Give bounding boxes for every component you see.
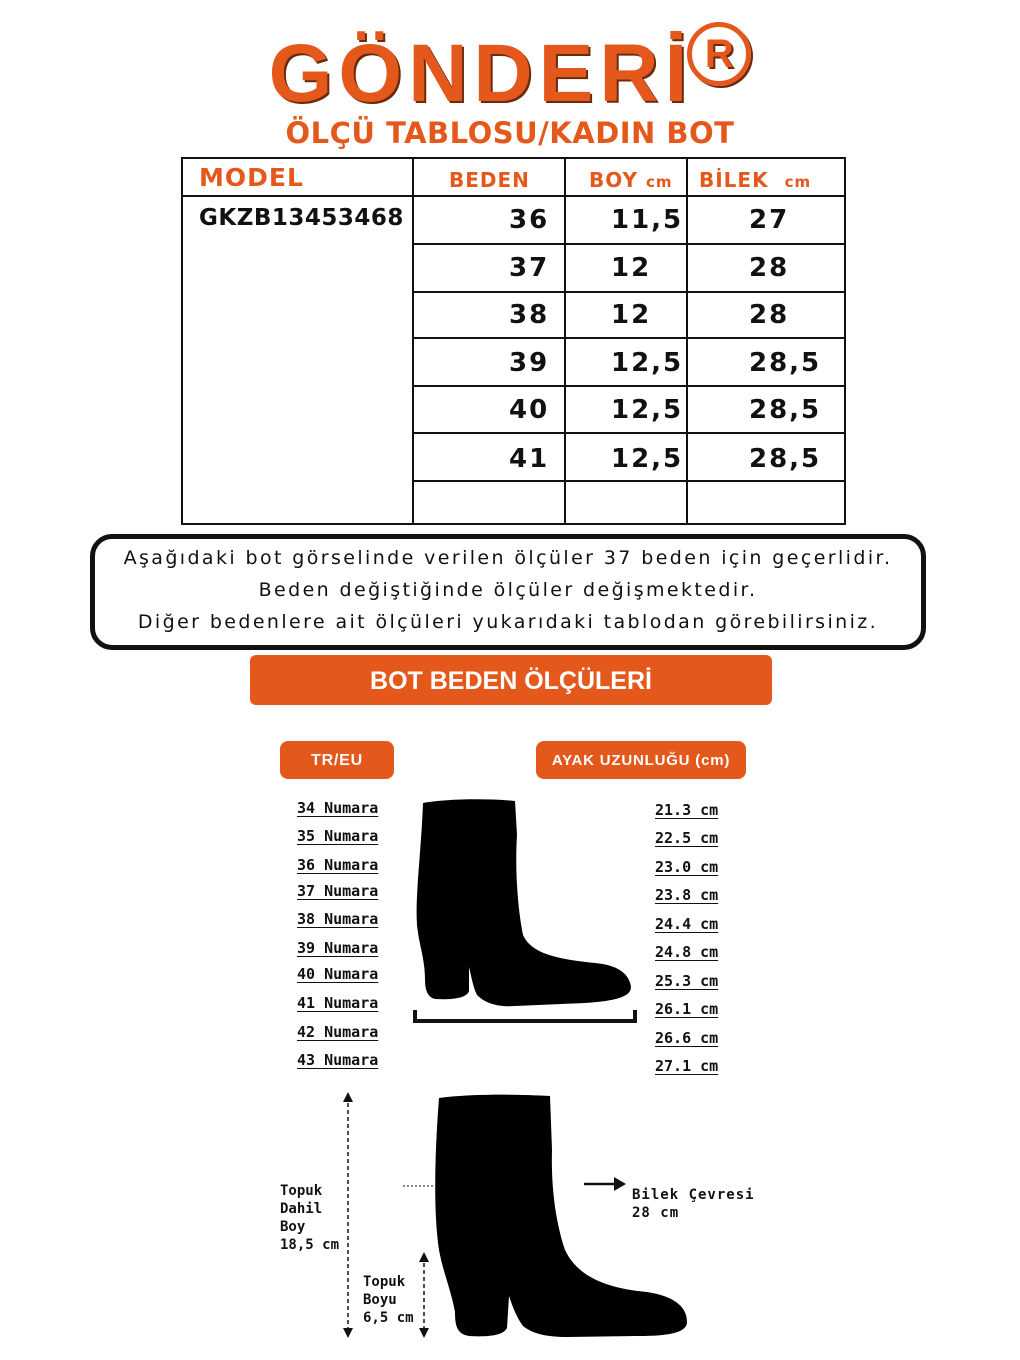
size-item: 39 Numara (297, 939, 379, 957)
page-title: ÖLÇÜ TABLOSU/KADIN BOT (285, 116, 735, 150)
size-item: 40 Numara (297, 965, 379, 983)
total-height-annotation (280, 1182, 339, 1254)
brand-logo (0, 22, 1020, 119)
table-divider (564, 159, 566, 523)
table-divider (412, 159, 414, 523)
row-bilek: 27 (749, 205, 790, 235)
model-code: GKZB13453468 (199, 205, 404, 231)
length-item: 25.3 cm (655, 972, 719, 990)
header-bilek-label: BİLEK (699, 168, 769, 192)
row-bilek: 28 (749, 253, 790, 283)
size-item: 34 Numara (297, 799, 379, 817)
row-beden: 40 (509, 395, 550, 425)
table-divider (412, 385, 844, 387)
notice-line: Beden değiştiğinde ölçüler değişmektedir. (258, 579, 758, 601)
row-boy: 12 (611, 300, 652, 330)
header-model: MODEL (199, 163, 304, 192)
table-divider (686, 159, 688, 523)
brand-name: GÖNDERİ (268, 28, 694, 119)
heel-height-annotation (363, 1273, 414, 1327)
notice-line: Aşağıdaki bot görselinde verilen ölçüler 37 beden için geçerlidir. (123, 547, 893, 569)
table-divider (412, 337, 844, 339)
annotation-line: Boyu (363, 1292, 397, 1308)
heel-arrow-icon (412, 1250, 442, 1340)
row-boy: 11,5 (611, 205, 684, 235)
row-bilek: 28,5 (749, 444, 822, 474)
length-item: 26.1 cm (655, 1000, 719, 1018)
section-title: BOT BEDEN ÖLÇÜLERİ (250, 655, 772, 705)
annotation-line: Dahil (280, 1201, 323, 1217)
size-item: 41 Numara (297, 994, 379, 1012)
row-beden: 39 (509, 348, 550, 378)
length-item: 23.0 cm (655, 858, 719, 876)
row-boy: 12,5 (611, 348, 684, 378)
annotation-line: Boy (280, 1219, 306, 1235)
size-item: 42 Numara (297, 1023, 379, 1041)
length-item: 22.5 cm (655, 829, 719, 847)
annotation-line: 6,5 cm (363, 1310, 414, 1326)
annotation-line: Topuk (280, 1183, 323, 1199)
size-item: 36 Numara (297, 856, 379, 874)
row-beden: 36 (509, 205, 550, 235)
row-boy: 12,5 (611, 395, 684, 425)
arrow-right-icon (582, 1174, 628, 1194)
annotation-line: 18,5 cm (280, 1237, 340, 1253)
length-item: 24.4 cm (655, 915, 719, 933)
annotation-line: Bilek Çevresi (632, 1187, 755, 1203)
header-boy-label: BOY (589, 168, 639, 192)
length-item: 26.6 cm (655, 1029, 719, 1047)
table-divider (412, 480, 844, 482)
row-bilek: 28,5 (749, 348, 822, 378)
size-item: 43 Numara (297, 1051, 379, 1069)
table-divider (412, 243, 844, 245)
size-item: 38 Numara (297, 910, 379, 928)
header-bilek-unit: cm (784, 173, 812, 191)
row-bilek: 28 (749, 300, 790, 330)
tr-eu-label: TR/EU (280, 741, 394, 779)
row-beden: 38 (509, 300, 550, 330)
row-boy: 12,5 (611, 444, 684, 474)
notice-line: Diğer bedenlere ait ölçüleri yukarıdaki tablodan görebilirsiniz. (137, 611, 879, 633)
ankle-marker-icon (403, 1183, 433, 1189)
annotation-line: 28 cm (632, 1205, 680, 1221)
header-boy (589, 168, 673, 192)
annotation-line: Topuk (363, 1274, 406, 1290)
row-beden: 41 (509, 444, 550, 474)
length-item: 24.8 cm (655, 943, 719, 961)
row-boy: 12 (611, 253, 652, 283)
header-beden: BEDEN (449, 168, 530, 192)
row-bilek: 28,5 (749, 395, 822, 425)
length-item: 27.1 cm (655, 1057, 719, 1075)
height-arrow-icon (335, 1090, 365, 1340)
table-divider (412, 291, 844, 293)
header-bilek (699, 168, 811, 192)
size-item: 35 Numara (297, 827, 379, 845)
notice-box (90, 534, 926, 650)
length-item: 21.3 cm (655, 801, 719, 819)
ankle-annotation (632, 1186, 755, 1222)
size-item: 37 Numara (297, 882, 379, 900)
row-beden: 37 (509, 253, 550, 283)
size-table (181, 157, 846, 525)
foot-length-label: AYAK UZUNLUĞU (cm) (536, 741, 746, 779)
table-divider (183, 195, 844, 197)
boot-silhouette-icon (405, 795, 645, 1030)
table-divider (412, 432, 844, 434)
header-boy-unit: cm (645, 173, 673, 191)
length-item: 23.8 cm (655, 886, 719, 904)
registered-mark-icon: R (687, 22, 751, 86)
